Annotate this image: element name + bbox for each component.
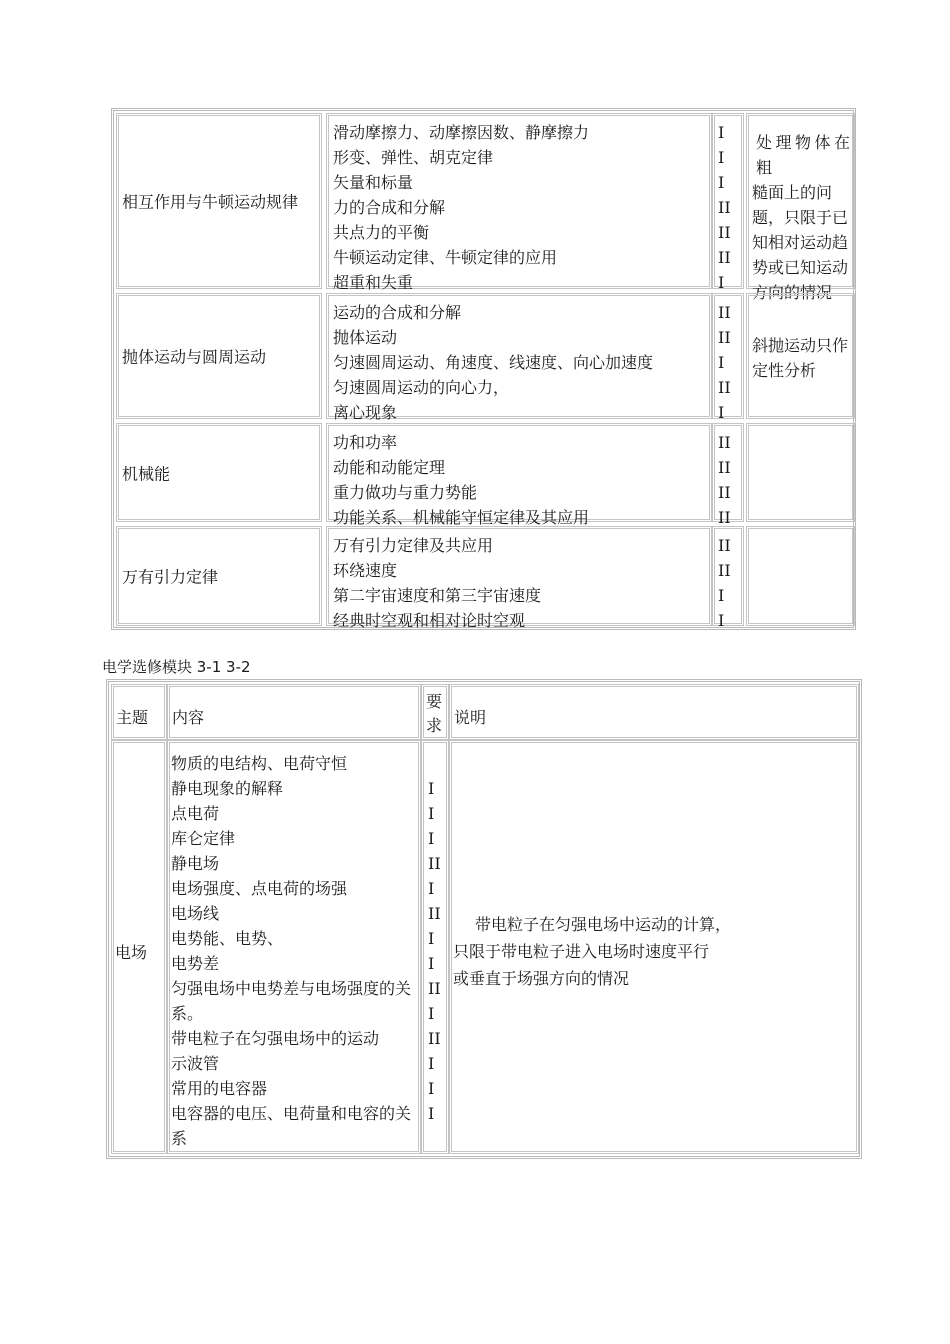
header-requirement <box>421 684 449 740</box>
note-line: 斜抛运动只作 <box>752 336 849 355</box>
requirement-cell <box>712 113 744 292</box>
requirement-level: I <box>428 829 435 848</box>
content-item: 电势差 <box>171 954 220 973</box>
topic-cell <box>116 113 322 289</box>
requirement-level: I <box>428 1104 435 1123</box>
content-item: 匀速圆周运动、角速度、线速度、向心加速度 <box>333 353 654 372</box>
note-cell <box>746 293 855 419</box>
requirement-level: II <box>428 904 441 923</box>
content-item: 抛体运动 <box>333 328 398 347</box>
requirement-level: II <box>718 198 731 217</box>
content-item: 静电场 <box>171 854 220 873</box>
requirement-level: I <box>428 1054 435 1073</box>
content-item: 匀强电场中电势差与电场强度的关 <box>171 979 412 998</box>
content-list <box>333 533 541 633</box>
content-item: 电势能、电势、 <box>171 929 284 948</box>
requirement-level: II <box>718 223 731 242</box>
content-cell <box>326 423 712 527</box>
header-label: 主题 <box>116 708 149 727</box>
note-text <box>752 130 850 305</box>
requirement-level: I <box>428 879 435 898</box>
topic-label: 机械能 <box>122 464 171 483</box>
content-item: 点电荷 <box>171 804 220 823</box>
content-item: 滑动摩擦力、动摩擦因数、静摩擦力 <box>333 123 590 142</box>
requirement-level: I <box>718 123 725 142</box>
content-item: 动能和动能定理 <box>333 458 446 477</box>
note-line: 题，只限于已 <box>752 208 849 227</box>
requirement-list <box>428 776 441 1126</box>
topic-cell <box>116 293 322 419</box>
content-item: 匀速圆周运动的向心力， <box>333 378 510 397</box>
note-cell <box>449 740 859 1154</box>
table-row <box>116 111 853 302</box>
note-text <box>752 333 850 383</box>
requirement-level: I <box>718 586 725 605</box>
content-item: 电场线 <box>171 904 220 923</box>
requirement-list <box>718 300 731 425</box>
requirement-level: I <box>428 1004 435 1023</box>
content-list <box>171 751 411 1151</box>
content-item: 环绕速度 <box>333 561 398 580</box>
requirement-list <box>718 120 731 295</box>
requirement-level: I <box>718 148 725 167</box>
requirement-level: II <box>718 483 731 502</box>
note-cell <box>746 423 855 522</box>
topic-label: 电场 <box>115 943 148 962</box>
requirement-level: II <box>428 854 441 873</box>
note-cell <box>746 526 855 626</box>
requirement-level: II <box>718 303 731 322</box>
content-item: 电容器的电压、电荷量和电容的关 <box>171 1104 412 1123</box>
content-item: 超重和失重 <box>333 273 414 292</box>
content-item: 常用的电容器 <box>171 1079 268 1098</box>
topic-cell <box>116 423 322 522</box>
note-line: 或垂直于场强方向的情况 <box>453 969 630 988</box>
content-item: 静电现象的解释 <box>171 779 284 798</box>
content-item: 矢量和标量 <box>333 173 414 192</box>
requirement-level: II <box>718 378 731 397</box>
note-line: 糙面上的问 <box>752 183 833 202</box>
content-item: 功能关系、机械能守恒定律及其应用 <box>333 508 590 527</box>
note-line: 方向的情况 <box>752 283 833 302</box>
topic-cell <box>111 740 167 1154</box>
note-cell <box>746 113 855 302</box>
content-item: 共点力的平衡 <box>333 223 430 242</box>
header-label-bottom: 求 <box>426 716 443 735</box>
requirement-level: II <box>718 508 731 527</box>
requirement-level: I <box>718 173 725 192</box>
content-item: 库仑定律 <box>171 829 236 848</box>
requirement-level: I <box>718 403 725 422</box>
requirement-level: I <box>428 1079 435 1098</box>
topic-label: 相互作用与牛顿运动规律 <box>122 192 299 212</box>
content-item: 系 <box>171 1129 188 1148</box>
requirement-level: II <box>718 248 731 267</box>
note-line: 知相对运动趋 <box>752 233 849 252</box>
content-item: 经典时空观和相对论时空观 <box>333 611 526 630</box>
requirement-list <box>718 430 731 530</box>
requirement-level: II <box>428 979 441 998</box>
content-item: 第二宇宙速度和第三宇宙速度 <box>333 586 542 605</box>
section-title: 电学选修模块 3-1 3-2 <box>102 658 251 676</box>
content-item: 运动的合成和分解 <box>333 303 462 322</box>
header-note <box>449 684 859 740</box>
table-row <box>116 421 853 527</box>
requirement-cell <box>712 293 744 422</box>
requirement-level: II <box>718 458 731 477</box>
content-item: 牛顿运动定律、牛顿定律的应用 <box>333 248 558 267</box>
content-cell <box>326 526 712 630</box>
requirement-level: I <box>428 954 435 973</box>
content-item: 物质的电结构、电荷守恒 <box>171 754 348 773</box>
content-cell <box>326 293 712 422</box>
requirement-level: I <box>718 353 725 372</box>
mechanics-table <box>111 108 856 630</box>
note-line: 带电粒子在匀强电场中运动的计算， <box>475 915 732 934</box>
note-line: 定性分析 <box>752 361 817 380</box>
content-list <box>333 120 589 295</box>
content-item: 示波管 <box>171 1054 220 1073</box>
requirement-level: I <box>718 611 725 630</box>
table-row <box>116 291 853 421</box>
header-label: 内容 <box>172 708 205 727</box>
requirement-level: I <box>428 929 435 948</box>
content-list <box>333 430 589 530</box>
content-item: 系。 <box>171 1004 204 1023</box>
requirement-level: II <box>718 433 731 452</box>
requirement-level: II <box>428 1029 441 1048</box>
requirement-cell <box>421 740 449 1154</box>
header-content <box>167 684 421 740</box>
requirement-level: I <box>428 779 435 798</box>
content-item: 离心现象 <box>333 403 398 422</box>
content-cell <box>167 740 421 1154</box>
content-list <box>333 300 653 425</box>
requirement-list <box>718 533 731 633</box>
header-label-top: 要 <box>426 692 443 711</box>
requirement-level: II <box>718 536 731 555</box>
content-item: 力的合成和分解 <box>333 198 446 217</box>
content-cell <box>326 113 712 292</box>
note-text <box>453 911 743 992</box>
content-item: 万有引力定律及共应用 <box>333 536 494 555</box>
header-label <box>426 690 442 738</box>
topic-label: 万有引力定律 <box>122 567 219 587</box>
header-label: 说明 <box>454 708 487 727</box>
note-line: 势或已知运动 <box>752 258 849 277</box>
requirement-level: I <box>718 273 725 292</box>
table-row <box>116 524 853 628</box>
topic-label: 抛体运动与圆周运动 <box>122 347 267 367</box>
note-line: 处理物体在粗 <box>756 133 850 177</box>
electricity-table <box>106 679 862 1159</box>
topic-cell <box>116 526 322 626</box>
content-item: 带电粒子在匀强电场中的运动 <box>171 1029 380 1048</box>
content-item: 功和功率 <box>333 433 398 452</box>
content-item: 重力做功与重力势能 <box>333 483 478 502</box>
requirement-cell <box>712 423 744 527</box>
requirement-level: II <box>718 561 731 580</box>
content-item: 电场强度、点电荷的场强 <box>171 879 348 898</box>
requirement-level: II <box>718 328 731 347</box>
requirement-cell <box>712 526 744 630</box>
note-line: 只限于带电粒子进入电场时速度平行 <box>453 942 710 961</box>
content-item: 形变、弹性、胡克定律 <box>333 148 494 167</box>
header-topic <box>111 684 167 740</box>
requirement-level: I <box>428 804 435 823</box>
